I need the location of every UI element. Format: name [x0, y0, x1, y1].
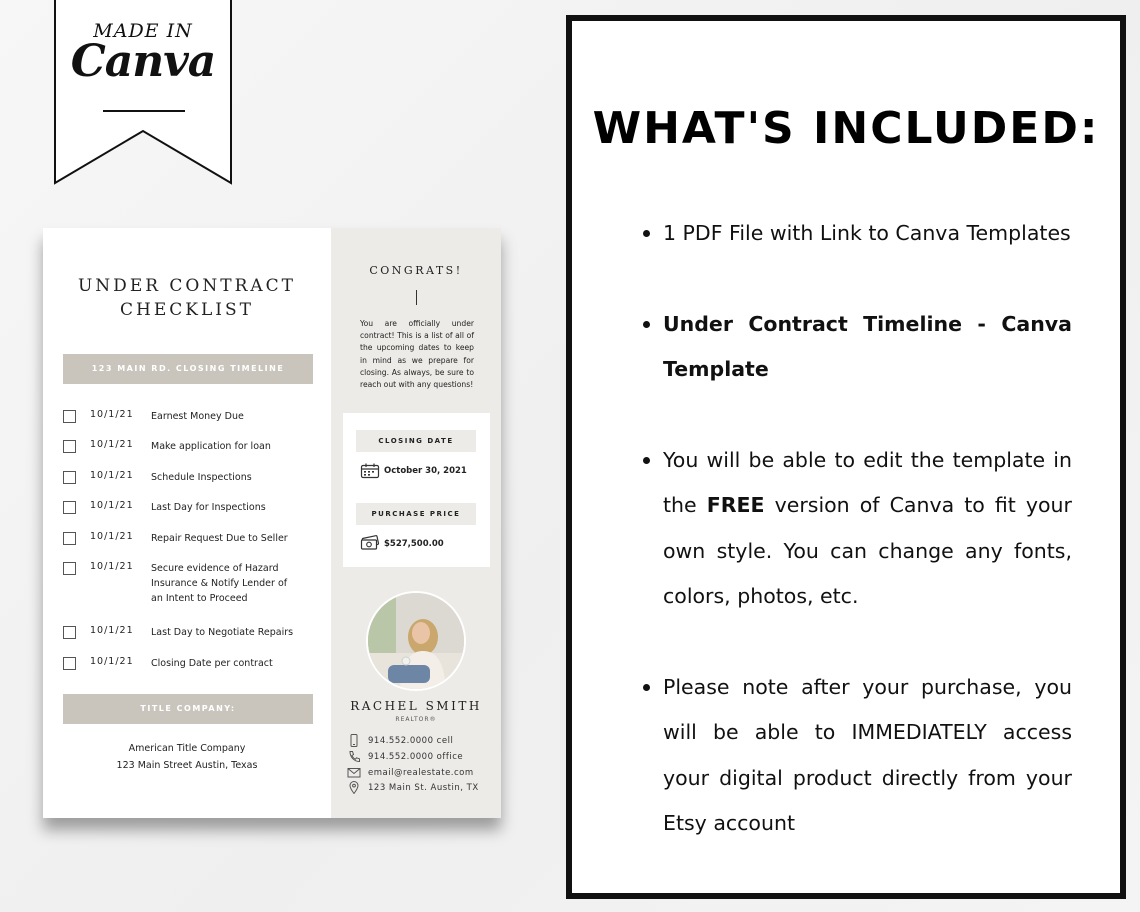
- panel-title: WHAT'S INCLUDED:: [592, 103, 1100, 154]
- agent-role: REALTOR®: [395, 716, 437, 723]
- made-in-canva-badge: [54, 0, 232, 185]
- badge-divider: [103, 110, 185, 112]
- included-item-text: Under Contract Timeline - Canva Template: [663, 311, 1072, 381]
- contact-cell-text: 914.552.0000 cell: [368, 736, 454, 746]
- title-company-info: [43, 740, 331, 774]
- checklist-date: 10/1/21: [90, 531, 134, 542]
- divider-line: [416, 290, 417, 305]
- checklist-date: 10/1/21: [90, 500, 134, 511]
- money-icon: [360, 535, 380, 551]
- checklist-task: Secure evidence of Hazard Insurance & Notify Lender of an Intent to Proceed: [151, 563, 288, 604]
- congrats-heading: CONGRATS!: [369, 264, 463, 277]
- checklist-task: Closing Date per contract: [151, 658, 273, 669]
- contact-email-text: email@realestate.com: [368, 768, 474, 778]
- checklist-date: 10/1/21: [90, 439, 134, 450]
- purchase-price-value: $527,500.00: [384, 539, 444, 549]
- checklist-task: Make application for loan: [151, 441, 271, 452]
- checklist-task: Schedule Inspections: [151, 472, 252, 483]
- contact-address-text: 123 Main St. Austin, TX: [368, 783, 479, 793]
- checkbox[interactable]: [63, 440, 76, 453]
- badge-top-text: MADE IN: [93, 20, 193, 42]
- canva-logo-text: Canva: [70, 36, 216, 87]
- included-item-pdf: [637, 211, 1072, 257]
- contact-office-text: 914.552.0000 office: [368, 752, 464, 762]
- list-spacer: [637, 620, 1072, 665]
- checklist-date: 10/1/21: [90, 561, 134, 572]
- checklist-document: [43, 228, 501, 818]
- checklist-task: Last Day for Inspections: [151, 502, 266, 513]
- included-item-text: Please note after your purchase, you will be able to IMMEDIATELY access your digital product directly from your Etsy account: [663, 674, 1072, 835]
- congrats-message: You are officially under contract! This is a list of all of the upcoming dates to keep in mind as we prepare for closing. As always, be sure to reach out with any questions!: [360, 319, 474, 390]
- title-company-band: TITLE COMPANY:: [63, 694, 313, 724]
- timeline-band: 123 MAIN RD. CLOSING TIMELINE: [63, 354, 313, 384]
- document-title: [43, 274, 331, 322]
- agent-name: RACHEL SMITH: [350, 699, 482, 713]
- telephone-icon: [347, 750, 361, 763]
- agent-photo: [366, 591, 466, 691]
- closing-date-value: October 30, 2021: [384, 466, 467, 476]
- free-emphasis: FREE: [706, 493, 765, 517]
- phone-icon: [347, 734, 361, 747]
- included-item-text: 1 PDF File with Link to Canva Templates: [663, 221, 1071, 245]
- agent-portrait-image: [368, 593, 464, 689]
- document-title-line2: CHECKLIST: [120, 300, 254, 320]
- document-main-column: [43, 228, 331, 818]
- document-title-line1: UNDER CONTRACT: [77, 276, 297, 296]
- company-address: 123 Main Street Austin, Texas: [116, 760, 258, 771]
- closing-info-card: [343, 413, 490, 567]
- checkbox[interactable]: [63, 410, 76, 423]
- closing-date-label: CLOSING DATE: [356, 430, 476, 452]
- list-spacer: [637, 393, 1072, 438]
- checkbox[interactable]: [63, 562, 76, 575]
- checkbox[interactable]: [63, 657, 76, 670]
- checkbox[interactable]: [63, 532, 76, 545]
- mail-icon: [347, 766, 361, 779]
- included-list: [637, 211, 1072, 847]
- checklist-task: Last Day to Negotiate Repairs: [151, 627, 294, 638]
- checklist-task: Earnest Money Due: [151, 411, 244, 422]
- included-item-template: [637, 302, 1072, 393]
- purchase-price-label: PURCHASE PRICE: [356, 503, 476, 525]
- checklist-task: Repair Request Due to Seller: [151, 533, 288, 544]
- included-item-text-pre: You will be able to edit the template in the: [663, 447, 1072, 517]
- whats-included-panel: [566, 15, 1126, 899]
- checklist-date: 10/1/21: [90, 409, 134, 420]
- checklist-date: 10/1/21: [90, 625, 134, 636]
- checkbox[interactable]: [63, 626, 76, 639]
- checklist-date: 10/1/21: [90, 470, 134, 481]
- checkbox[interactable]: [63, 501, 76, 514]
- included-item-text-post: version of Canva to fit your own style. You can change any fonts, colors, photos, etc.: [663, 493, 1072, 608]
- list-spacer: [637, 257, 1072, 302]
- location-pin-icon: [347, 781, 361, 794]
- checklist-date: 10/1/21: [90, 656, 134, 667]
- included-item-access: [637, 665, 1072, 847]
- included-item-editing: [637, 438, 1072, 620]
- checkbox[interactable]: [63, 471, 76, 484]
- document-sidebar: [331, 228, 501, 818]
- calendar-icon: [360, 463, 380, 479]
- company-name: American Title Company: [128, 743, 246, 754]
